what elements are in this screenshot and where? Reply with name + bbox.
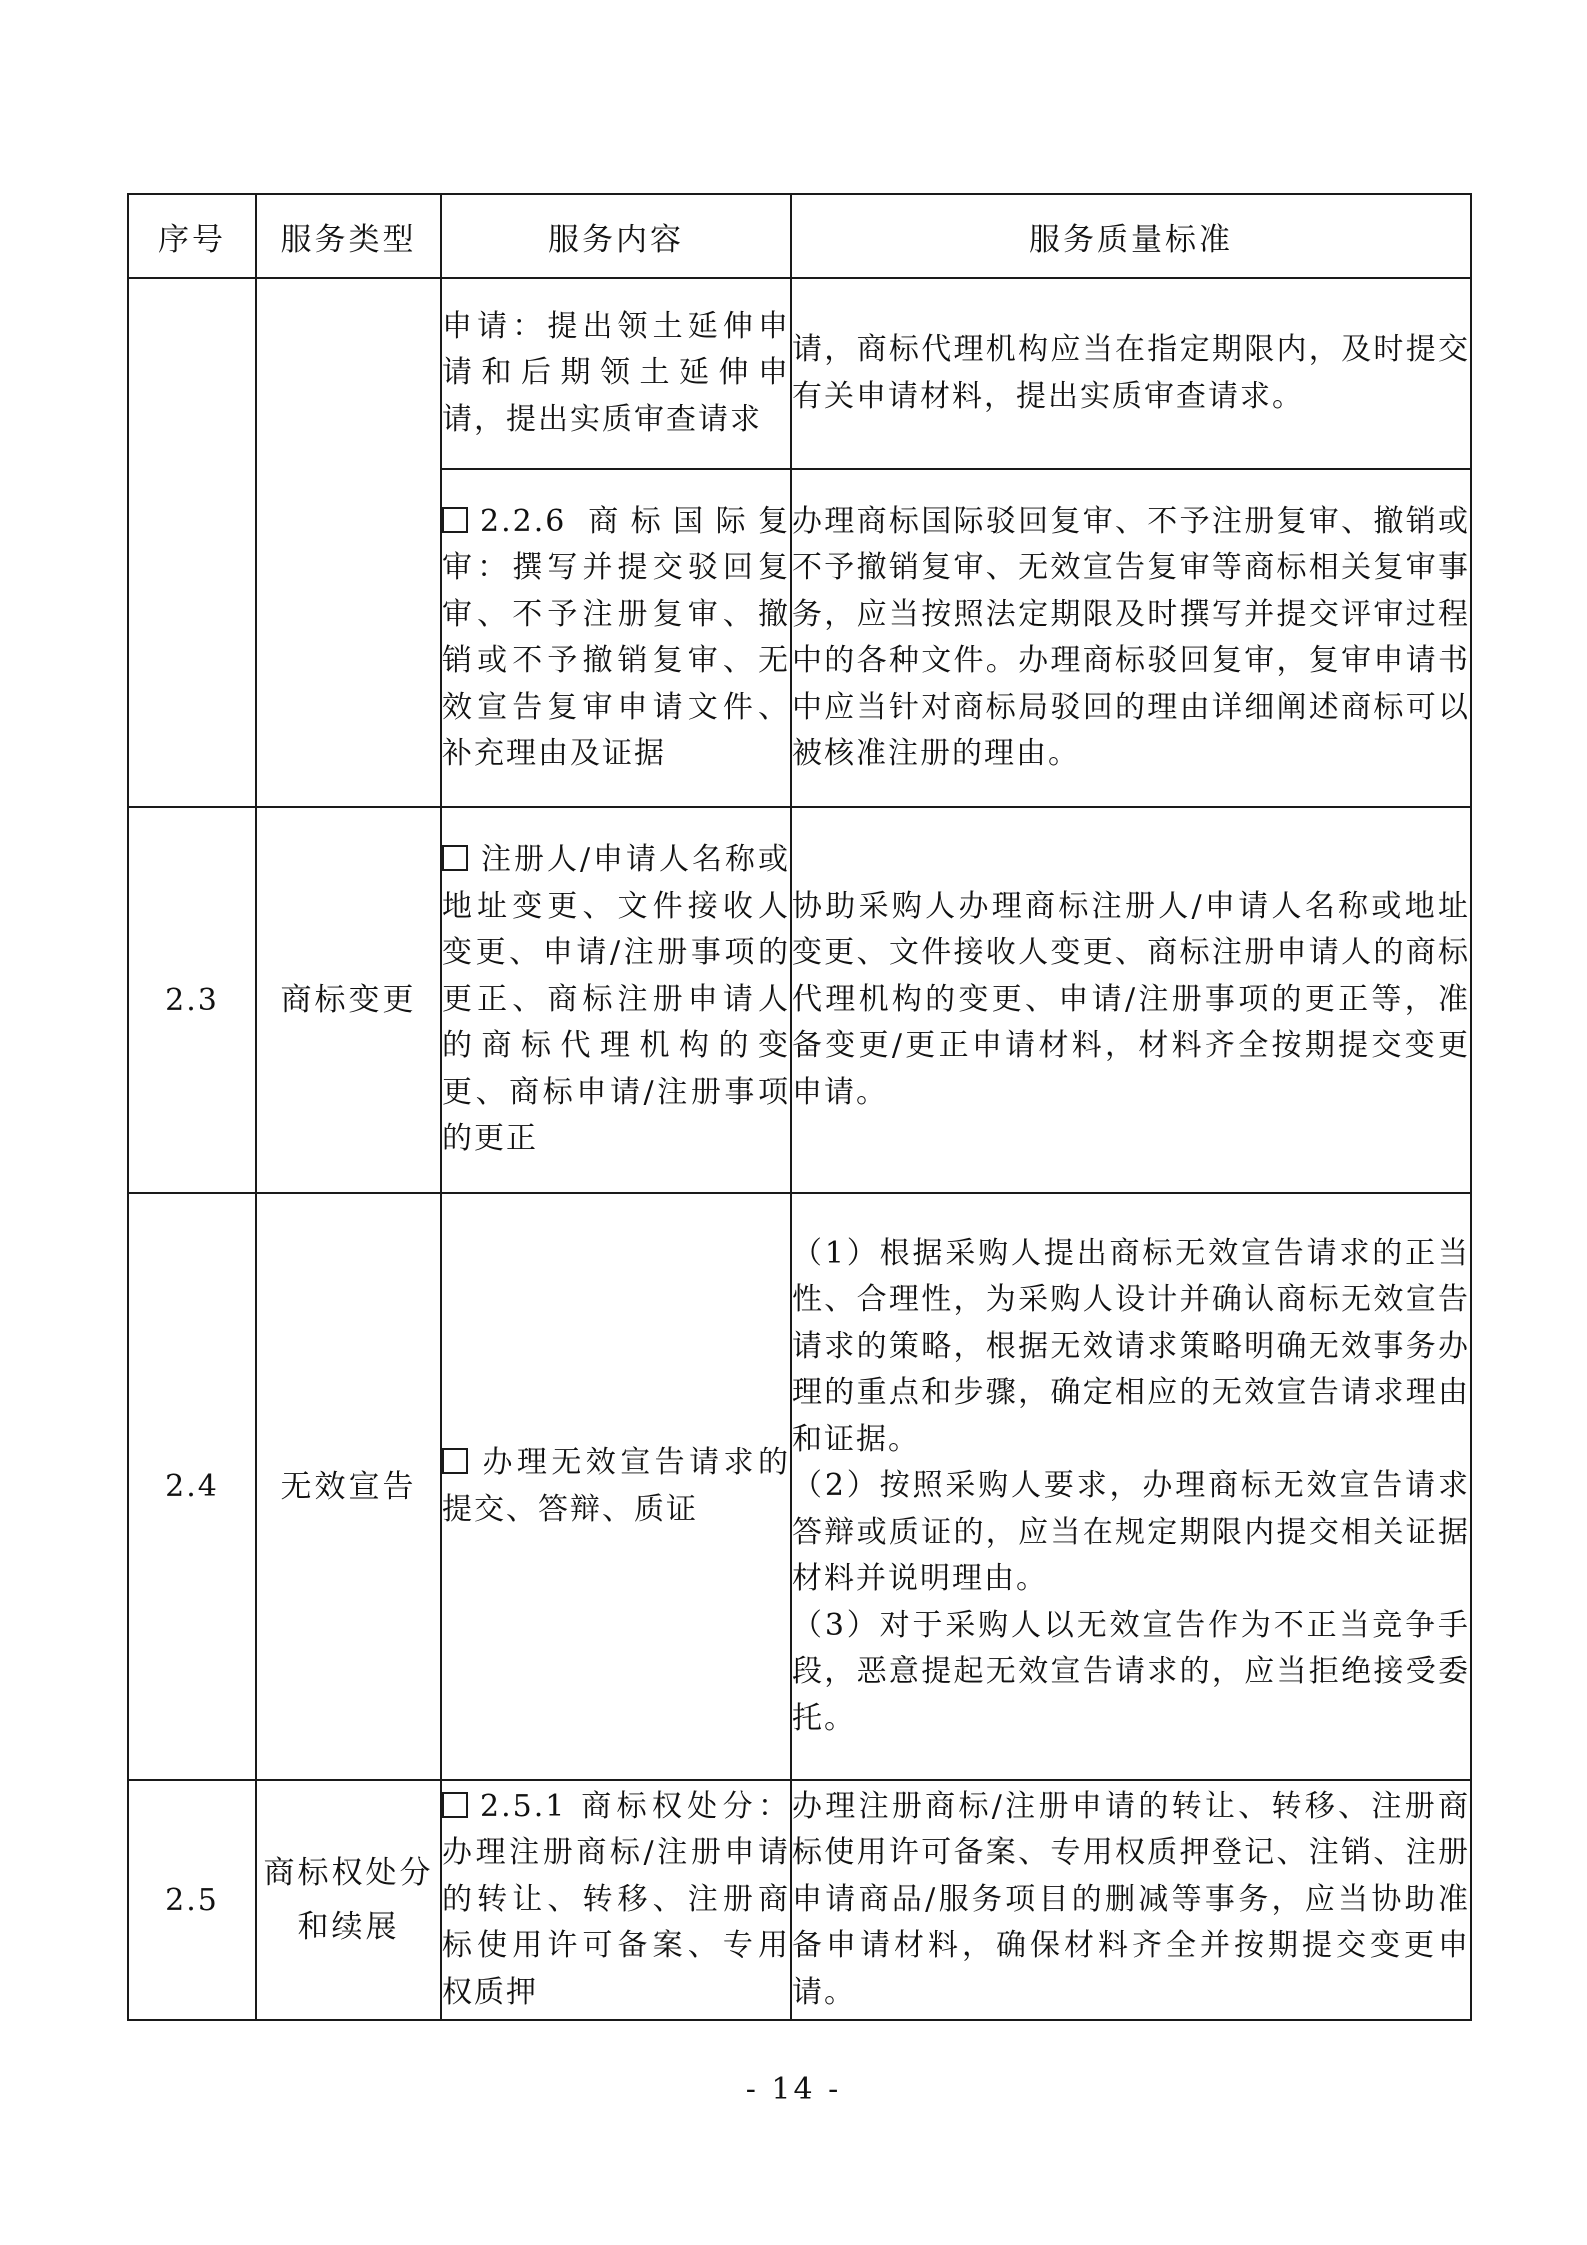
row-standard-cell [791, 807, 1471, 1193]
row-type-cell: 无效宣告 [256, 1193, 441, 1780]
quality-standard-text: 请，商标代理机构应当在指定期限内，及时提交有关申请材料，提出实质审查请求。 [792, 332, 1470, 414]
header-no: 序号 [128, 194, 256, 278]
header-quality-standard: 服务质量标准 [791, 194, 1471, 278]
row-content-cell [441, 807, 791, 1193]
row-content-cell [441, 1780, 791, 2020]
row-number-cell: 2.5 [128, 1780, 256, 2020]
row-type-cell: 商标变更 [256, 807, 441, 1193]
row-standard-cell [791, 278, 1471, 469]
service-standard-table [127, 193, 1472, 2021]
quality-standard-paragraph-2: （2）按照采购人要求，办理商标无效宣告请求答辩或质证的，应当在规定期限内提交相关证据材料并说明理由。 [792, 1468, 1470, 1597]
quality-standard-text: 办理商标国际驳回复审、不予注册复审、撤销或不予撤销复审、无效宣告复审等商标相关复审事务，应当按照法定期限及时撰写并提交评审过程中的各种文件。办理商标驳回复审，复审申请书中应当针对商标局驳回的理由详细阐述商标可以被核准注册的理由。 [792, 503, 1470, 771]
row-type-cell [256, 278, 441, 807]
row-standard-cell [791, 1780, 1471, 2020]
checkbox-icon[interactable] [442, 1448, 468, 1474]
row-number-cell [128, 278, 256, 807]
quality-standard-text: 协助采购人办理商标注册人/申请人名称或地址变更、文件接收人变更、商标注册申请人的商标代理机构的变更、申请/注册事项的更正等，准备变更/更正申请材料，材料齐全按期提交变更申请。 [792, 888, 1470, 1110]
row-number-cell: 2.3 [128, 807, 256, 1193]
checkbox-icon[interactable] [442, 845, 468, 871]
quality-standard-text: 办理注册商标/注册申请的转让、转移、注册商标使用许可备案、专用权质押登记、注销、注册申请商品/服务项目的删减等事务，应当协助准备申请材料，确保材料齐全并按期提交变更申请。 [792, 1788, 1470, 2010]
row-content-cell [441, 1193, 791, 1780]
row-standard-cell [791, 469, 1471, 807]
table-row [128, 1780, 1471, 2020]
row-content-cell [441, 469, 791, 807]
row-content-cell [441, 278, 791, 469]
checkbox-icon[interactable] [442, 507, 468, 533]
table-row [128, 278, 1471, 469]
header-service-type: 服务类型 [256, 194, 441, 278]
service-content-text: 办理无效宣告请求的提交、答辩、质证 [442, 1445, 790, 1527]
table-row [128, 1193, 1471, 1780]
row-number-cell: 2.4 [128, 1193, 256, 1780]
service-content-text: 2.2.6 商标国际复审：撰写并提交驳回复审、不予注册复审、撤销或不予撤销复审、无效宣告复审申请文件、补充理由及证据 [442, 503, 790, 771]
service-content-text: 2.5.1 商标权处分：办理注册商标/注册申请的转让、转移、注册商标使用许可备案、专用权质押 [442, 1788, 790, 2010]
row-standard-cell [791, 1193, 1471, 1780]
service-content-text: 申请：提出领土延伸申请和后期领土延伸申请，提出实质审查请求 [442, 308, 790, 437]
checkbox-icon[interactable] [442, 1792, 468, 1818]
page-number: - 14 - [745, 2072, 842, 2107]
row-type-cell: 商标权处分和续展 [256, 1780, 441, 2020]
table-row [128, 807, 1471, 1193]
table-header-row [128, 194, 1471, 278]
quality-standard-paragraph-1: （1）根据采购人提出商标无效宣告请求的正当性、合理性，为采购人设计并确认商标无效宣告请求的策略，根据无效请求策略明确无效事务办理的重点和步骤，确定相应的无效宣告请求理由和证据。 [792, 1235, 1470, 1457]
header-service-content: 服务内容 [441, 194, 791, 278]
service-content-text: 注册人/申请人名称或地址变更、文件接收人变更、申请/注册事项的更正、商标注册申请人的商标代理机构的变更、商标申请/注册事项的更正 [442, 842, 790, 1157]
quality-standard-paragraph-3: （3）对于采购人以无效宣告作为不正当竞争手段，恶意提起无效宣告请求的，应当拒绝接受委托。 [792, 1607, 1470, 1736]
